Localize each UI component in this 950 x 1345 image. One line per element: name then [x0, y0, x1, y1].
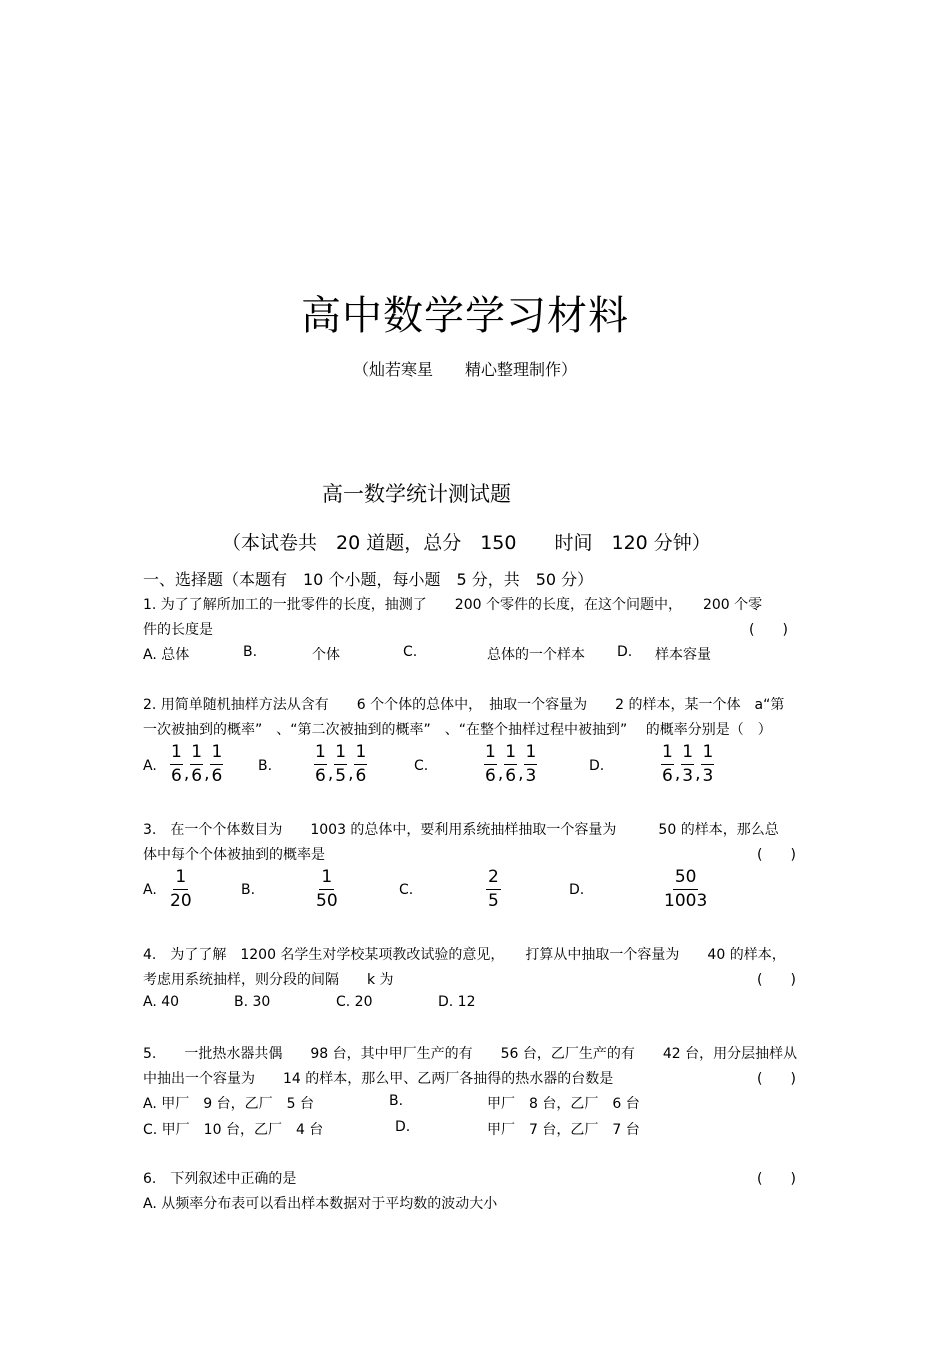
q2-option-c-fractions [484, 744, 537, 785]
q3-option-c-fraction [486, 869, 501, 910]
document-subtitle: （灿若寒星 精心整理制作） [352, 360, 577, 379]
numerator: 1 [190, 744, 203, 765]
q3-line1: 3. 在一个个体数目为 1003 的总体中，要利用系统抽样抽取一个容量为 50 的样本，那么总 [143, 822, 779, 838]
denominator: 5 [488, 891, 499, 911]
q1-option-b-label: B. [243, 644, 258, 660]
q5-paren: ( ) [757, 1071, 796, 1087]
numerator: 1 [210, 744, 223, 765]
q1-option-c-label: C. [403, 644, 418, 660]
numerator: 1 [484, 744, 497, 765]
comma-separator: , [518, 763, 524, 784]
fraction [524, 744, 537, 785]
document-title: 高中数学学习材料 [301, 293, 629, 339]
comma-separator: , [695, 763, 701, 784]
q5-option-c: C. 甲厂 10 台，乙厂 4 台 [143, 1122, 324, 1138]
q2-option-c-label: C. [414, 758, 429, 774]
q4-option-a: A. 40 [143, 994, 180, 1010]
comma-separator: , [204, 763, 210, 784]
q1-option-a: A. 总体 [143, 647, 190, 663]
q2-option-d-label: D. [589, 758, 605, 774]
denominator: 6 [191, 766, 203, 786]
comma-separator: , [497, 763, 504, 784]
q6-option-a: A. 从频率分布表可以看出样本数据对于平均数的波动大小 [143, 1196, 498, 1212]
denominator: 6 [171, 766, 182, 786]
numerator: 50 [673, 869, 699, 890]
fraction [170, 744, 183, 785]
comma-separator: , [327, 763, 334, 784]
q1-line2: 件的长度是 [143, 622, 213, 638]
denominator: 6 [505, 766, 517, 786]
fraction [314, 744, 327, 785]
denominator: 6 [355, 766, 367, 786]
denominator: 6 [485, 766, 496, 786]
q5-option-d: 甲厂 7 台，乙厂 7 台 [487, 1122, 640, 1138]
paper-title: 高一数学统计测试题 [322, 482, 511, 506]
q3-option-b-fraction [316, 869, 338, 910]
q5-line1: 5. 一批热水器共偶 98 台，其中甲厂生产的有 56 台，乙厂生产的有 42 台，用分层抽样从 [143, 1046, 798, 1062]
q2-option-b-fractions [314, 744, 367, 785]
section-heading: 一、选择题（本题有 10 个小题，每小题 5 分，共 50 分） [143, 570, 594, 589]
fraction [504, 744, 517, 785]
q5-option-d-label: D. [395, 1119, 411, 1135]
q1-option-c: 总体的一个样本 [487, 647, 585, 663]
denominator: 6 [315, 766, 326, 786]
denominator: 6 [662, 766, 673, 786]
q3-option-d-label: D. [569, 882, 585, 898]
denominator: 5 [335, 766, 347, 786]
q4-line2: 考虑用系统抽样，则分段的间隔 k 为 [143, 972, 394, 988]
q1-option-d-label: D. [617, 644, 633, 660]
numerator: 1 [504, 744, 517, 765]
q6-line1: 6. 下列叙述中正确的是 [143, 1171, 297, 1187]
comma-separator: , [348, 763, 354, 784]
denominator: 3 [702, 766, 714, 786]
q2-option-b-label: B. [258, 758, 273, 774]
numerator: 1 [661, 744, 674, 765]
q2-option-a-label: A. [143, 758, 157, 774]
denominator: 20 [170, 891, 192, 911]
numerator: 1 [319, 869, 334, 890]
q2-option-d-fractions [661, 744, 714, 785]
denominator: 3 [525, 766, 537, 786]
q5-option-b-label: B. [389, 1093, 404, 1109]
denominator: 3 [682, 766, 694, 786]
fraction [484, 744, 497, 785]
numerator: 1 [524, 744, 537, 765]
q6-paren: ( ) [757, 1171, 796, 1187]
q5-option-a: A. 甲厂 9 台，乙厂 5 台 [143, 1096, 314, 1112]
q3-option-a-label: A. [143, 882, 157, 898]
q3-option-a-fraction [170, 869, 192, 910]
numerator: 1 [701, 744, 714, 765]
q2-line2: 一次被抽到的概率” 、“第二次被抽到的概率” 、“在整个抽样过程中被抽到” 的概率分别是（ ） [143, 722, 772, 738]
q4-line1: 4. 为了了解 1200 名学生对学校某项教改试验的意见， 打算从中抽取一个容量为 40 的样本， [143, 947, 786, 963]
q4-paren: ( ) [757, 972, 796, 988]
q2-option-a-fractions [170, 744, 223, 785]
denominator: 6 [211, 766, 223, 786]
paper-info: （本试卷共 20 道题，总分 150 时间 120 分钟） [222, 532, 711, 554]
numerator: 1 [173, 869, 188, 890]
q3-line2: 体中每个个体被抽到的概率是 [143, 847, 325, 863]
denominator: 1003 [664, 891, 708, 911]
fraction [210, 744, 223, 785]
q3-paren: ( ) [757, 847, 796, 863]
fraction [190, 744, 203, 785]
q4-option-d: D. 12 [438, 994, 476, 1010]
q1-line1: 1. 为了了解所加工的一批零件的长度，抽测了 200 个零件的长度，在这个问题中， 200 个零 [143, 597, 763, 613]
fraction [334, 744, 347, 785]
q4-option-c: C. 20 [336, 994, 373, 1010]
q1-paren: ( ) [749, 622, 788, 638]
comma-separator: , [674, 763, 681, 784]
q3-option-b-label: B. [241, 882, 256, 898]
numerator: 1 [354, 744, 367, 765]
numerator: 2 [486, 869, 501, 890]
fraction [701, 744, 714, 785]
q3-option-d-fraction [664, 869, 707, 910]
numerator: 1 [314, 744, 327, 765]
fraction [661, 744, 674, 785]
q3-option-c-label: C. [399, 882, 414, 898]
q1-option-b: 个体 [312, 647, 340, 663]
denominator: 50 [316, 891, 338, 911]
comma-separator: , [183, 763, 190, 784]
q4-option-b: B. 30 [234, 994, 271, 1010]
numerator: 1 [170, 744, 183, 765]
q5-line2: 中抽出一个容量为 14 的样本，那么甲、乙两厂各抽得的热水器的台数是 [143, 1071, 614, 1087]
fraction [681, 744, 694, 785]
q2-line1: 2. 用简单随机抽样方法从含有 6 个个体的总体中， 抽取一个容量为 2 的样本，某一个体 a“第 [143, 697, 785, 713]
q1-option-d: 样本容量 [655, 647, 711, 663]
numerator: 1 [334, 744, 347, 765]
q5-option-b: 甲厂 8 台，乙厂 6 台 [487, 1096, 640, 1112]
numerator: 1 [681, 744, 694, 765]
fraction [354, 744, 367, 785]
